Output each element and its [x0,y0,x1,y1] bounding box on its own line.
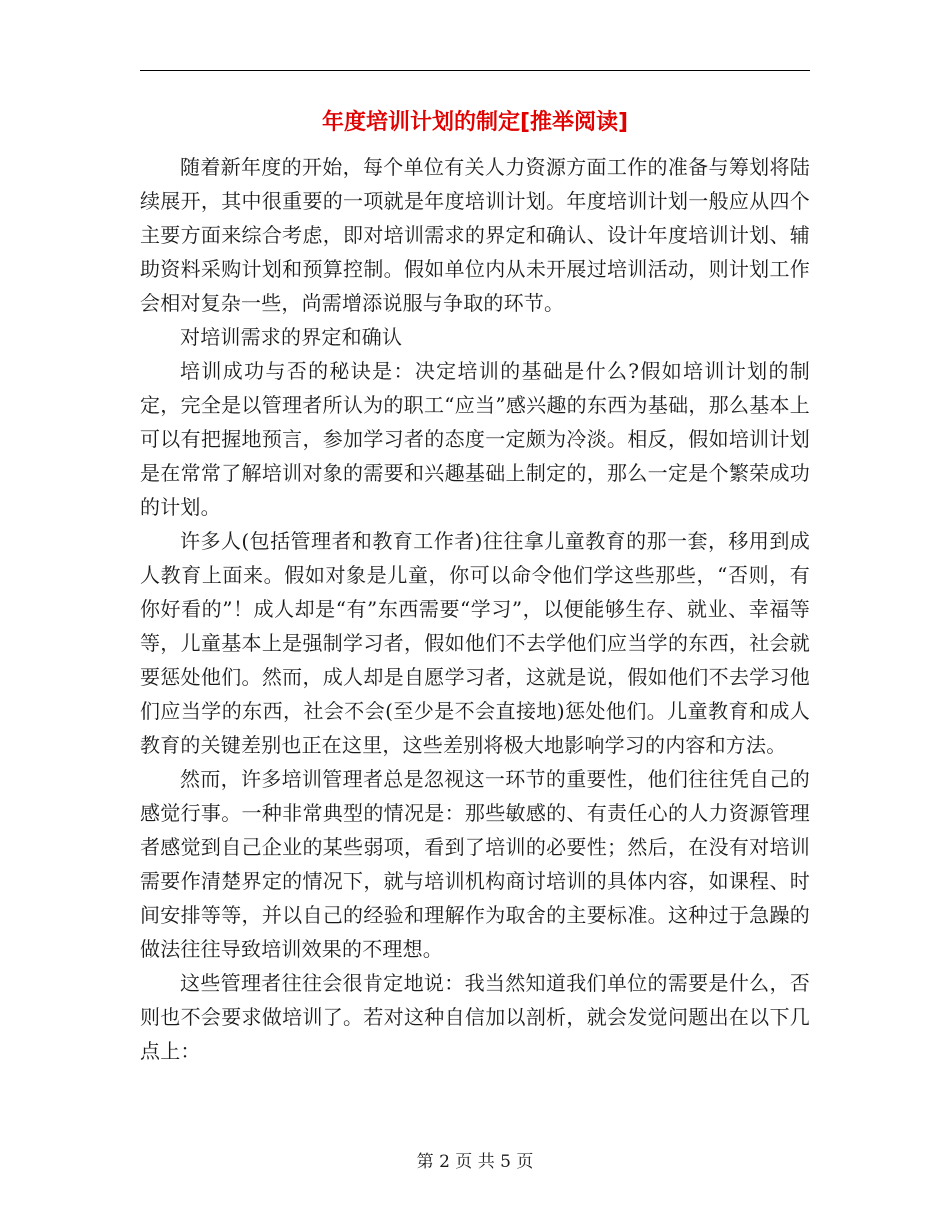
header-rule [140,70,810,71]
document-title: 年度培训计划的制定[推举阅读] [321,110,629,135]
document-body [140,150,810,1068]
paragraph-intro: 随着新年度的开始，每个单位有关人力资源方面工作的准备与筹划将陆续展开，其中很重要的一项就是年度培训计划。年度培训计划一般应从四个主要方面来综合考虑，即对培训需求的界定和确认、设计年度培训计划、辅助资料采购计划和预算控制。假如单位内从未开展过培训活动，则计划工作会相对复杂一些，尚需增添说服与争取的环节。 [140,155,810,315]
paragraph-managers-confidence: 这些管理者往往会很肯定地说：我当然知道我们单位的需要是什么，否则也不会要求做培训了。若对这种自信加以剖析，就会发觉问题出在以下几点上： [140,971,810,1063]
paragraph-managers-neglect: 然而，许多培训管理者总是忽视这一环节的重要性，他们往往凭自己的感觉行事。一种非常典型的情况是：那些敏感的、有责任心的人力资源管理者感觉到自己企业的某些弱项，看到了培训的必要性；然后，在没有对培训需要作清楚界定的情况下，就与培训机构商讨培训的具体内容，如课程、时间安排等等，并以自己的经验和理解作为取舍的主要标准。这种过于急躁的做法往往导致培训效果的不理想。 [140,767,810,961]
section-heading: 对培训需求的界定和确认 [180,325,403,349]
page-number: 第 2 页 共 5 页 [416,1152,534,1172]
paragraph-adult-education: 许多人(包括管理者和教育工作者)往往拿儿童教育的那一套，移用到成人教育上面来。假如对象是儿童，你可以命令他们学这些那些，“否则，有你好看的”！成人却是“有”东西需要“学习”，以便能够生存、就业、幸福等等，儿童基本上是强制学习者，假如他们不去学他们应当学的东西，社会就要惩处他们。然而，成人却是自愿学习者，这就是说，假如他们不去学习他们应当学的东西，社会不会(至少是不会直接地)惩处他们。儿童教育和成人教育的关键差别也正在这里，这些差别将极大地影响学习的内容和方法。 [140,529,810,757]
paragraph-training-basis: 培训成功与否的秘诀是：决定培训的基础是什么?假如培训计划的制定，完全是以管理者所认为的职工“应当”感兴趣的东西为基础，那么基本上可以有把握地预言，参加学习者的态度一定颇为冷淡。相反，假如培训计划是在常常了解培训对象的需要和兴趣基础上制定的，那么一定是个繁荣成功的计划。 [140,359,810,519]
